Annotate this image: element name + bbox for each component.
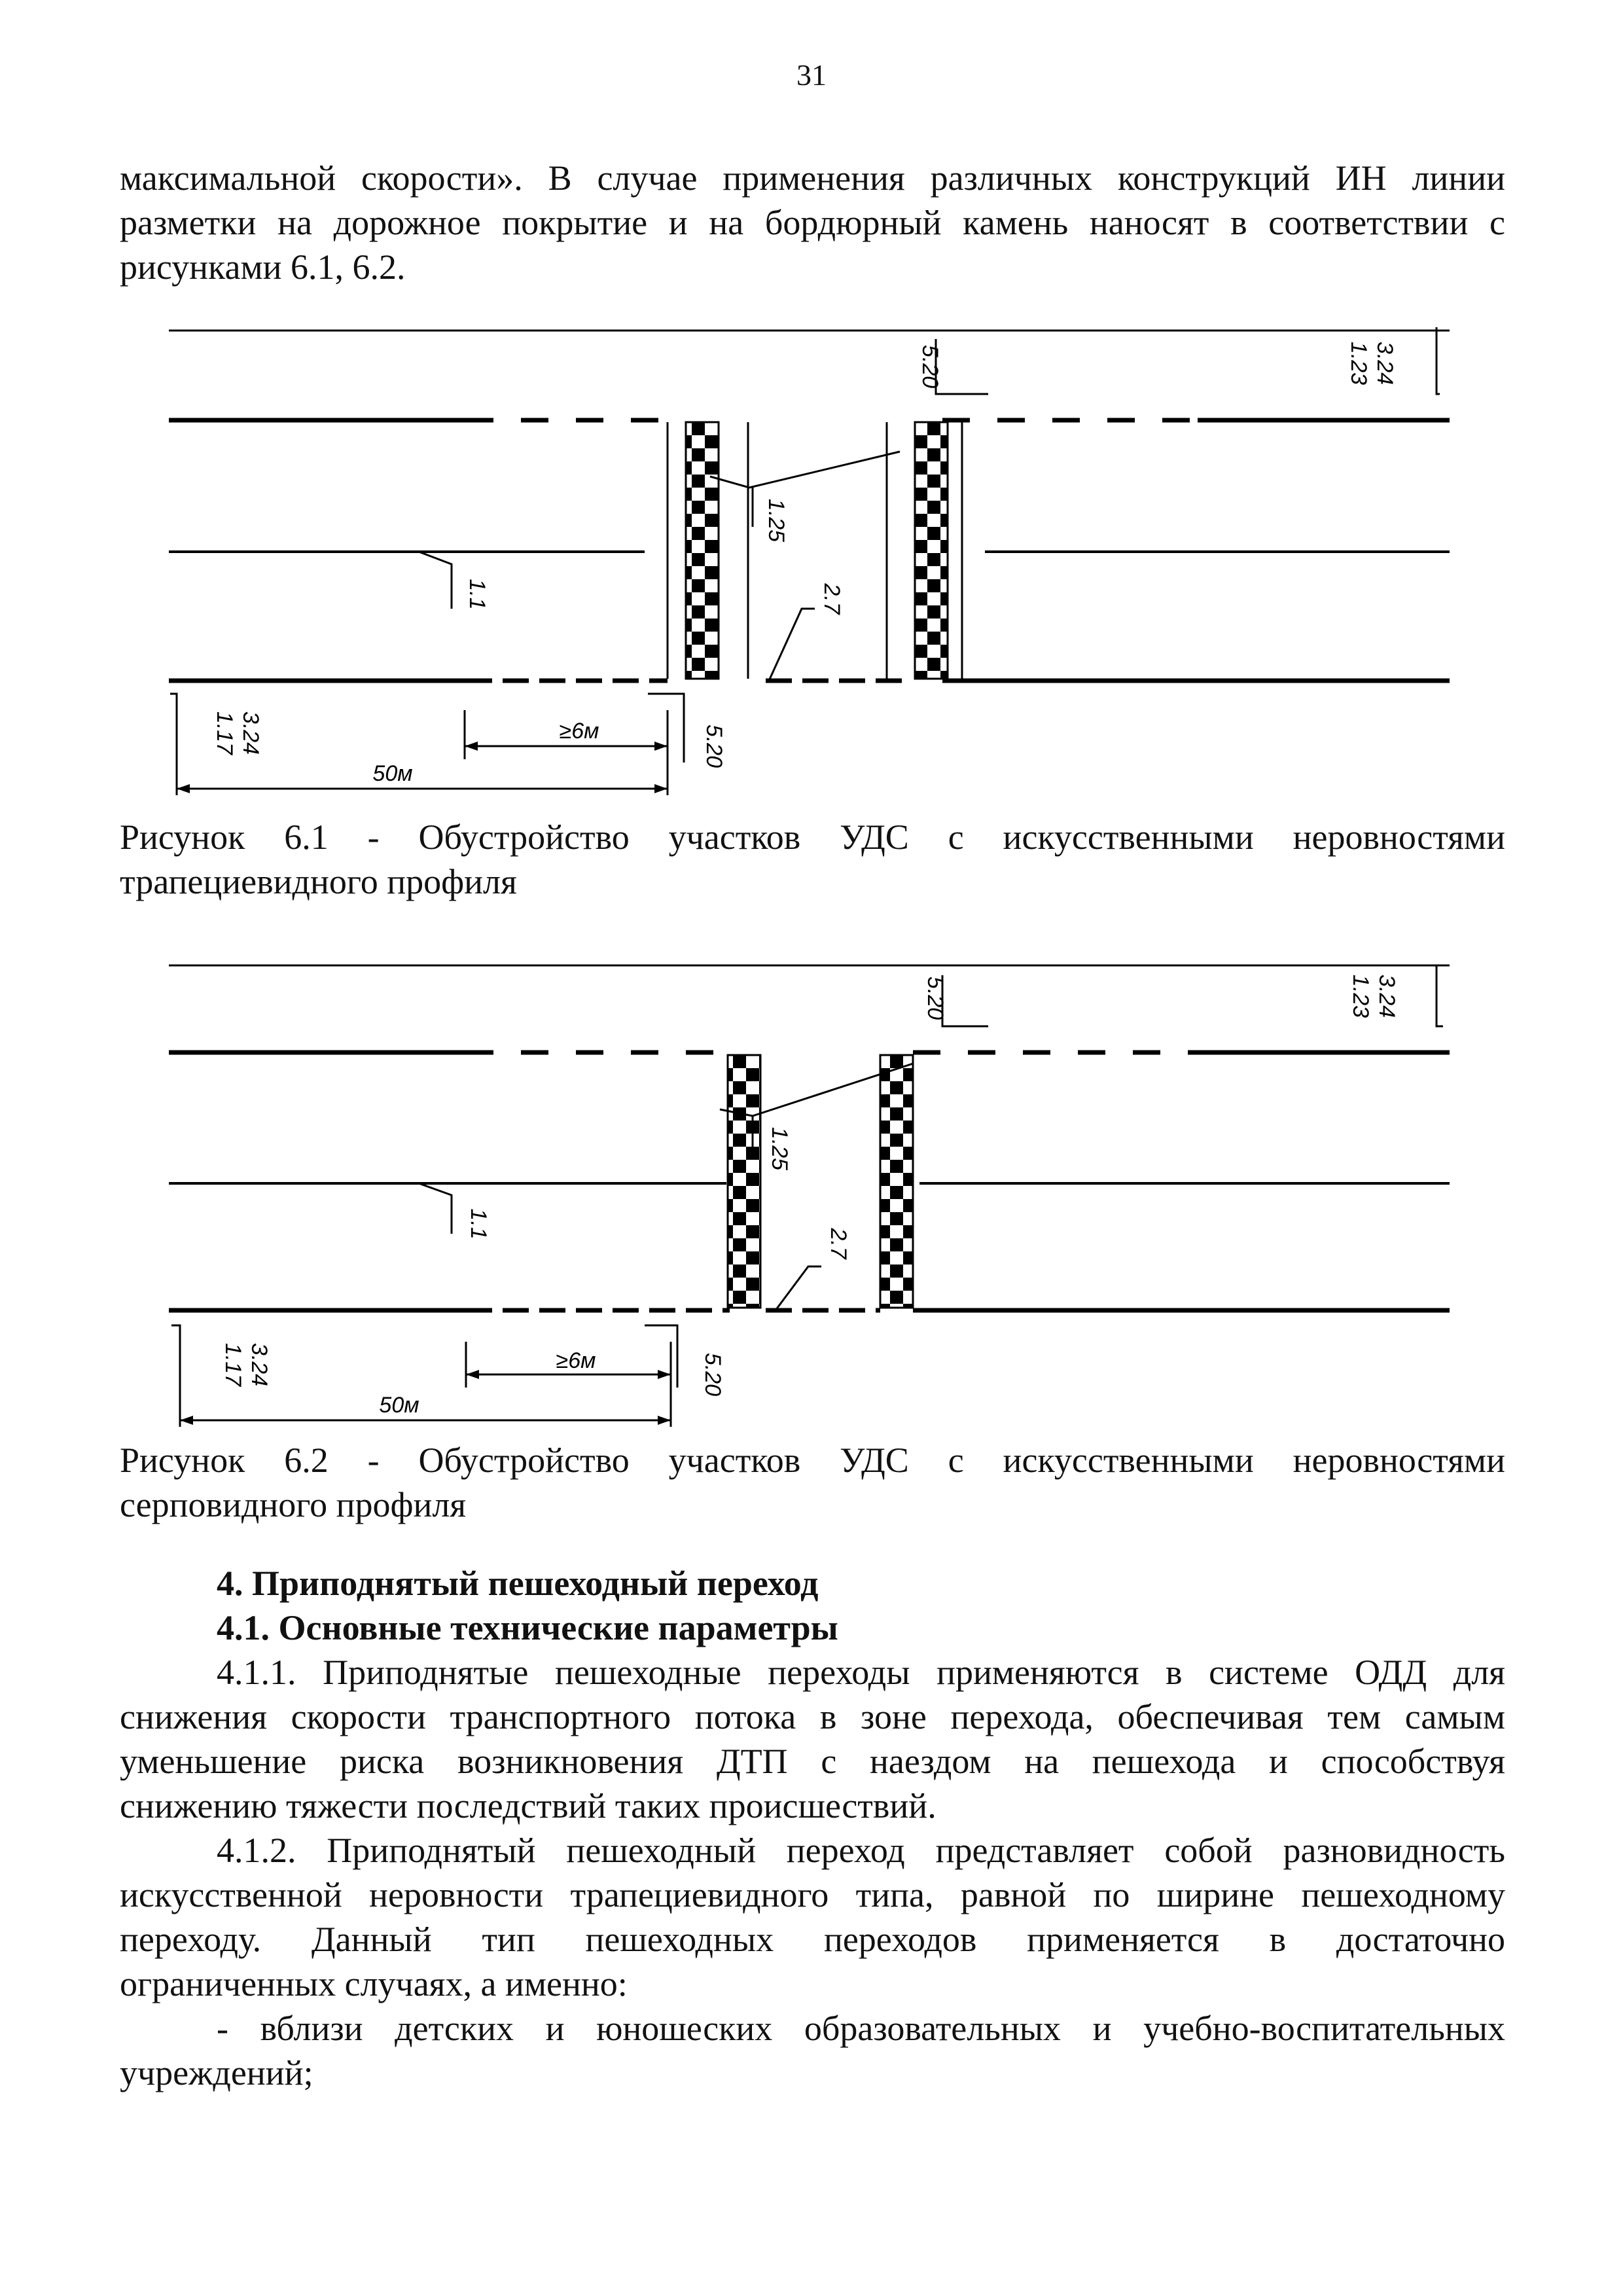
dim-6m-arrow-left bbox=[466, 1370, 479, 1379]
dim-50m-arrow-right bbox=[654, 784, 668, 793]
page-number: 31 bbox=[796, 58, 827, 92]
label-3-24-top: 3.24 bbox=[1374, 974, 1399, 1018]
label-3-24-left: 3.24 bbox=[238, 711, 263, 755]
leader-5-20-bottom bbox=[648, 694, 684, 762]
label-2-7: 2.7 bbox=[819, 583, 844, 615]
para-411-line-1: 4.1.1. Приподнятые пешеходные переходы применяются в системе ОДД для bbox=[217, 1653, 1505, 1692]
leader-2-7 bbox=[769, 609, 815, 681]
intro-line-2: разметки на дорожное покрытие и на бордюрный камень наносят в соответствии с bbox=[120, 203, 1505, 242]
label-dim-6m: ≥6м bbox=[559, 719, 599, 744]
label-1-1: 1.1 bbox=[466, 1208, 491, 1240]
dim-6m-arrow-right bbox=[654, 742, 668, 751]
label-3-24-top: 3.24 bbox=[1372, 341, 1397, 386]
intro-paragraph bbox=[120, 156, 1505, 289]
dim-50m-arrow-left bbox=[180, 1416, 193, 1425]
figure-6-2-diagram bbox=[0, 952, 1623, 1440]
intro-line-3: рисунками 6.1, 6.2. bbox=[120, 247, 406, 287]
leader-5-20-bottom bbox=[645, 1325, 677, 1388]
dim-6m-arrow-right bbox=[658, 1370, 671, 1379]
figure-6-1-diagram bbox=[0, 314, 1623, 812]
dim-50m-arrow-right bbox=[658, 1416, 671, 1425]
label-3-24-left: 3.24 bbox=[247, 1342, 272, 1387]
para-412-line-2: искусственной неровности трапециевидного типа, равной по ширине пешеходному bbox=[120, 1875, 1505, 1914]
para-411-line-4: снижению тяжести последствий таких происшествий. bbox=[120, 1786, 936, 1825]
label-1-23: 1.23 bbox=[1346, 341, 1371, 386]
label-5-20-top: 5.20 bbox=[918, 344, 942, 389]
bullet-1-line-2: учреждений; bbox=[120, 2053, 313, 2092]
leader-1-17 bbox=[171, 1325, 180, 1427]
label-5-20-bottom: 5.20 bbox=[702, 724, 726, 768]
label-dim-50m: 50м bbox=[379, 1393, 419, 1418]
leader-5-20-top bbox=[942, 975, 988, 1026]
label-1-17: 1.17 bbox=[221, 1342, 245, 1387]
figure-6-1-caption-line-1: Рисунок 6.1 - Обустройство участков УДС с искусственными неровностями bbox=[120, 817, 1505, 857]
section-heading: 4. Приподнятый пешеходный переход bbox=[217, 1564, 819, 1603]
hump1-checker-marking bbox=[686, 422, 719, 679]
leader-1-17 bbox=[170, 694, 177, 795]
label-2-7: 2.7 bbox=[826, 1228, 851, 1259]
label-1-1: 1.1 bbox=[465, 579, 490, 610]
leader-1-25 bbox=[710, 452, 900, 488]
figure-6-1-caption bbox=[120, 815, 1505, 904]
figure-6-2-caption-line-1: Рисунок 6.2 - Обустройство участков УДС с искусственными неровностями bbox=[120, 1441, 1505, 1480]
para-412-line-4: ограниченных случаях, а именно: bbox=[120, 1964, 628, 2003]
leader-1-23 bbox=[1436, 327, 1440, 394]
para-411-line-2: снижения скорости транспортного потока в зоне перехода, обеспечивая тем самым bbox=[120, 1697, 1505, 1736]
dim-6m-arrow-left bbox=[465, 742, 478, 751]
para-412-line-1: 4.1.2. Приподнятый пешеходный переход представляет собой разновидность bbox=[217, 1831, 1505, 1870]
leader-5-20-top bbox=[936, 339, 988, 394]
label-1-23: 1.23 bbox=[1348, 974, 1373, 1018]
paragraph-4-1-2 bbox=[120, 1828, 1505, 2006]
label-dim-6m: ≥6м bbox=[556, 1348, 596, 1373]
figure-6-2-caption-line-2: серповидного профиля bbox=[120, 1485, 467, 1524]
label-5-20-top: 5.20 bbox=[923, 976, 948, 1020]
hump1-checker-marking bbox=[728, 1055, 760, 1308]
section-subheading: 4.1. Основные технические параметры bbox=[217, 1608, 838, 1647]
dim-50m-arrow-left bbox=[177, 784, 190, 793]
hump2-checker-marking bbox=[880, 1055, 913, 1308]
bullet-item-1 bbox=[120, 2006, 1505, 2095]
label-1-17: 1.17 bbox=[212, 711, 237, 755]
hump2-checker-marking bbox=[915, 422, 948, 679]
label-dim-50m: 50м bbox=[372, 761, 413, 786]
label-1-25: 1.25 bbox=[767, 1126, 792, 1171]
leader-1-1 bbox=[419, 1183, 452, 1234]
para-412-line-3: переходу. Данный тип пешеходных переходов применяется в достаточно bbox=[120, 1920, 1505, 1959]
paragraph-4-1-1 bbox=[120, 1650, 1505, 1828]
figure-6-2-caption bbox=[120, 1438, 1505, 1527]
label-5-20-bottom: 5.20 bbox=[700, 1352, 725, 1397]
leader-1-1 bbox=[419, 552, 452, 609]
label-1-25: 1.25 bbox=[764, 498, 789, 543]
para-411-line-3: уменьшение риска возникновения ДТП с наездом на пешехода и способствуя bbox=[120, 1742, 1505, 1781]
figure-6-1-caption-line-2: трапециевидного профиля bbox=[120, 862, 517, 901]
leader-2-7 bbox=[776, 1266, 821, 1310]
bullet-1-line-1: - вблизи детских и юношеских образовательных и учебно-воспитательных bbox=[217, 2009, 1505, 2048]
leader-1-23 bbox=[1436, 965, 1443, 1026]
intro-line-1: максимальной скорости». В случае применения различных конструкций ИН линии bbox=[120, 158, 1505, 198]
